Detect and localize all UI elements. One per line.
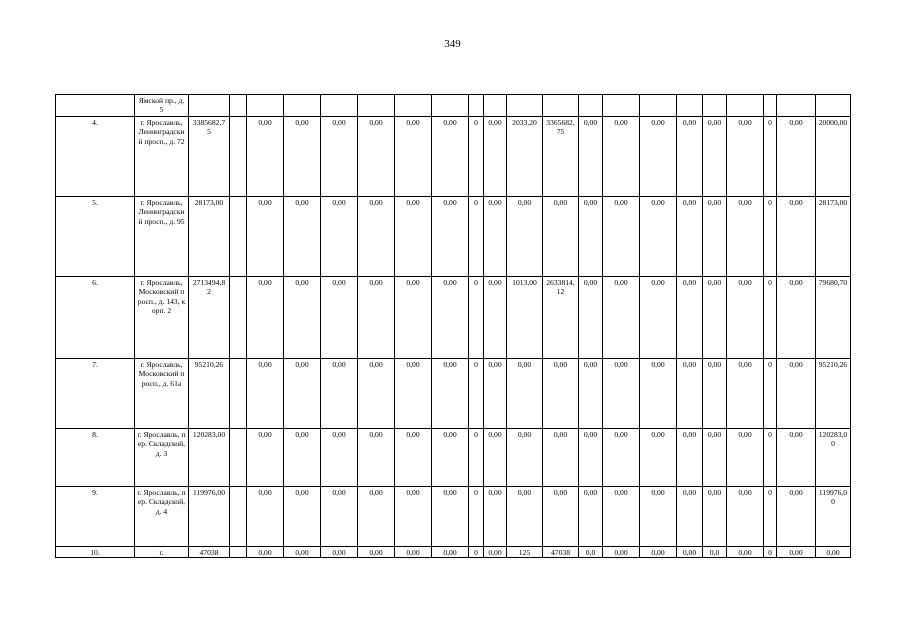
value-cell: 0,00 [727,117,764,197]
value-cell: 0,00 [284,197,321,277]
address-cell: Ямской пр., д. 5 [135,95,189,117]
value-cell: 0,00 [395,277,432,359]
empty-cell [230,359,247,429]
value-cell: 0,00 [484,429,507,487]
value-cell: 0,00 [484,359,507,429]
value-cell: 0,00 [640,359,677,429]
value-cell: 0,00 [395,429,432,487]
value-cell: 0 [764,359,777,429]
value-cell: 28173,00 [816,197,851,277]
value-cell: 0,00 [703,277,727,359]
value-cell: 0,00 [507,429,543,487]
value-cell: 79680,70 [816,277,851,359]
address-cell: г. Ярославль, пер. Складской, д. 3 [135,429,189,487]
value-cell: 0,00 [321,277,358,359]
value-cell: 0,00 [484,197,507,277]
value-cell: 0,00 [677,197,703,277]
value-cell: 47038 [189,547,230,558]
value-cell: 125 [507,547,543,558]
address-cell: г. Ярославль, Московский просп., д. 61а [135,359,189,429]
value-cell: 0,00 [543,197,579,277]
row-number-cell: 8. [56,429,135,487]
value-cell: 0 [469,197,484,277]
empty-cell [230,197,247,277]
empty-cell [230,429,247,487]
value-cell: 0,00 [358,277,395,359]
value-cell: 0,00 [321,487,358,547]
table-row-continuation [56,95,851,117]
value-cell: 0,00 [677,117,703,197]
value-cell: 0,00 [677,277,703,359]
value-cell: 0,00 [284,487,321,547]
value-cell: 0,00 [432,197,469,277]
value-cell: 0,00 [247,487,284,547]
value-cell: 0,00 [284,277,321,359]
address-cell: г. Ярославль, Московский просп., д. 143, корп. 2 [135,277,189,359]
value-cell: 20000,00 [816,117,851,197]
value-cell: 0 [469,359,484,429]
value-cell: 0,00 [603,429,640,487]
value-cell: 0,00 [603,197,640,277]
value-cell: 0,00 [579,197,603,277]
value-cell: 0,00 [640,117,677,197]
value-cell: 0,00 [432,359,469,429]
value-cell: 0,00 [543,429,579,487]
value-cell: 0,00 [484,277,507,359]
empty-cell [230,277,247,359]
value-cell: 0,0 [579,547,603,558]
value-cell: 0,00 [543,487,579,547]
value-cell: 0,00 [727,359,764,429]
value-cell: 0 [764,277,777,359]
value-cell: 0,00 [777,429,816,487]
value-cell: 47038 [543,547,579,558]
value-cell: 1013,00 [507,277,543,359]
value-cell: 0,00 [432,117,469,197]
page-number: 349 [444,38,461,50]
value-cell: 0,00 [640,429,677,487]
value-cell: 0,00 [543,359,579,429]
value-cell: 0,00 [358,197,395,277]
table-row [56,197,851,277]
value-cell: 2033,20 [507,117,543,197]
value-cell: 0,00 [703,359,727,429]
value-cell: 0,00 [358,487,395,547]
value-cell: 0,00 [507,197,543,277]
value-cell: 0,00 [247,197,284,277]
value-cell: 0,00 [777,547,816,558]
value-cell: 0,00 [777,359,816,429]
value-cell: 0,00 [640,197,677,277]
value-cell: 0 [764,487,777,547]
value-cell: 0 [764,547,777,558]
value-cell: 0,00 [247,117,284,197]
value-cell: 0,00 [777,277,816,359]
value-cell: 0,00 [484,547,507,558]
value-cell: 28173,00 [189,197,230,277]
value-cell: 95210,26 [189,359,230,429]
value-cell: 0,00 [284,117,321,197]
value-cell: 3365682,75 [543,117,579,197]
value-cell: 0,00 [484,117,507,197]
value-cell: 0,00 [703,487,727,547]
value-cell: 0,00 [727,487,764,547]
row-number-cell: 10. [56,547,135,558]
value-cell: 2633814,12 [543,277,579,359]
value-cell: 0,00 [579,359,603,429]
value-cell: 0,00 [395,117,432,197]
row-number-cell: 7. [56,359,135,429]
value-cell: 0 [764,117,777,197]
value-cell: 0,00 [777,487,816,547]
value-cell: 0,00 [284,429,321,487]
empty-cell [230,117,247,197]
value-cell: 3385682,75 [189,117,230,197]
value-cell: 0,00 [677,547,703,558]
value-cell: 0,00 [358,117,395,197]
value-cell: 0 [469,117,484,197]
data-table [55,94,851,558]
value-cell: 95210,26 [816,359,851,429]
value-cell: 0,00 [432,429,469,487]
table-body [56,95,851,558]
value-cell: 0,00 [677,429,703,487]
value-cell: 0,00 [432,547,469,558]
value-cell: 0,00 [321,117,358,197]
value-cell: 0,0 [703,547,727,558]
value-cell: 0,00 [703,197,727,277]
value-cell: 0,00 [358,429,395,487]
value-cell: 0,00 [603,117,640,197]
value-cell: 0,00 [603,359,640,429]
value-cell: 0,00 [579,429,603,487]
value-cell: 0,00 [579,277,603,359]
value-cell: 0,00 [603,277,640,359]
table-row [56,547,851,558]
value-cell: 0,00 [358,359,395,429]
value-cell: 0 [469,547,484,558]
table-row [56,277,851,359]
value-cell: 0,00 [640,487,677,547]
value-cell: 0,00 [432,277,469,359]
table-row [56,487,851,547]
value-cell: 0,00 [703,429,727,487]
row-number-cell: 4. [56,117,135,197]
value-cell: 0,00 [727,429,764,487]
value-cell: 0,00 [321,359,358,429]
address-cell: г. [135,547,189,558]
value-cell: 0,00 [677,487,703,547]
value-cell: 2713494,82 [189,277,230,359]
address-cell: г. Ярославль, Ленинградский просп., д. 72 [135,117,189,197]
value-cell: 0,00 [284,547,321,558]
value-cell: 0,00 [321,547,358,558]
value-cell: 0,00 [247,277,284,359]
value-cell: 0,00 [247,429,284,487]
value-cell: 0,00 [727,277,764,359]
value-cell: 119976,00 [816,487,851,547]
table-row [56,359,851,429]
value-cell: 0,00 [640,277,677,359]
value-cell: 0,00 [727,547,764,558]
value-cell: 0,00 [777,197,816,277]
value-cell: 0,00 [816,547,851,558]
row-number-cell: 5. [56,197,135,277]
value-cell: 0,00 [247,359,284,429]
row-number-cell: 6. [56,277,135,359]
value-cell: 0,00 [579,487,603,547]
value-cell: 0,00 [603,547,640,558]
empty-cell [230,547,247,558]
empty-cell [230,487,247,547]
value-cell: 0,00 [321,429,358,487]
table-row [56,429,851,487]
row-number-cell: 9. [56,487,135,547]
value-cell: 0,00 [358,547,395,558]
value-cell: 0,00 [777,117,816,197]
value-cell: 0,00 [677,359,703,429]
value-cell: 0 [469,487,484,547]
value-cell: 120283,00 [816,429,851,487]
value-cell: 0,00 [727,197,764,277]
value-cell: 119976,00 [189,487,230,547]
value-cell: 0,00 [579,117,603,197]
value-cell: 0 [469,429,484,487]
address-cell: г. Ярославль, Ленинградский просп., д. 95 [135,197,189,277]
table-row [56,117,851,197]
value-cell: 0,00 [603,487,640,547]
value-cell: 120283,00 [189,429,230,487]
value-cell: 0,00 [484,487,507,547]
value-cell: 0 [469,277,484,359]
value-cell: 0,00 [395,487,432,547]
address-cell: г. Ярославль, пер. Складской, д. 4 [135,487,189,547]
value-cell: 0 [764,197,777,277]
value-cell: 0 [764,429,777,487]
value-cell: 0,00 [247,547,284,558]
value-cell: 0,00 [703,117,727,197]
value-cell: 0,00 [284,359,321,429]
value-cell: 0,00 [321,197,358,277]
value-cell: 0,00 [395,197,432,277]
value-cell: 0,00 [507,487,543,547]
value-cell: 0,00 [507,359,543,429]
value-cell: 0,00 [395,359,432,429]
value-cell: 0,00 [395,547,432,558]
value-cell: 0,00 [640,547,677,558]
value-cell: 0,00 [432,487,469,547]
